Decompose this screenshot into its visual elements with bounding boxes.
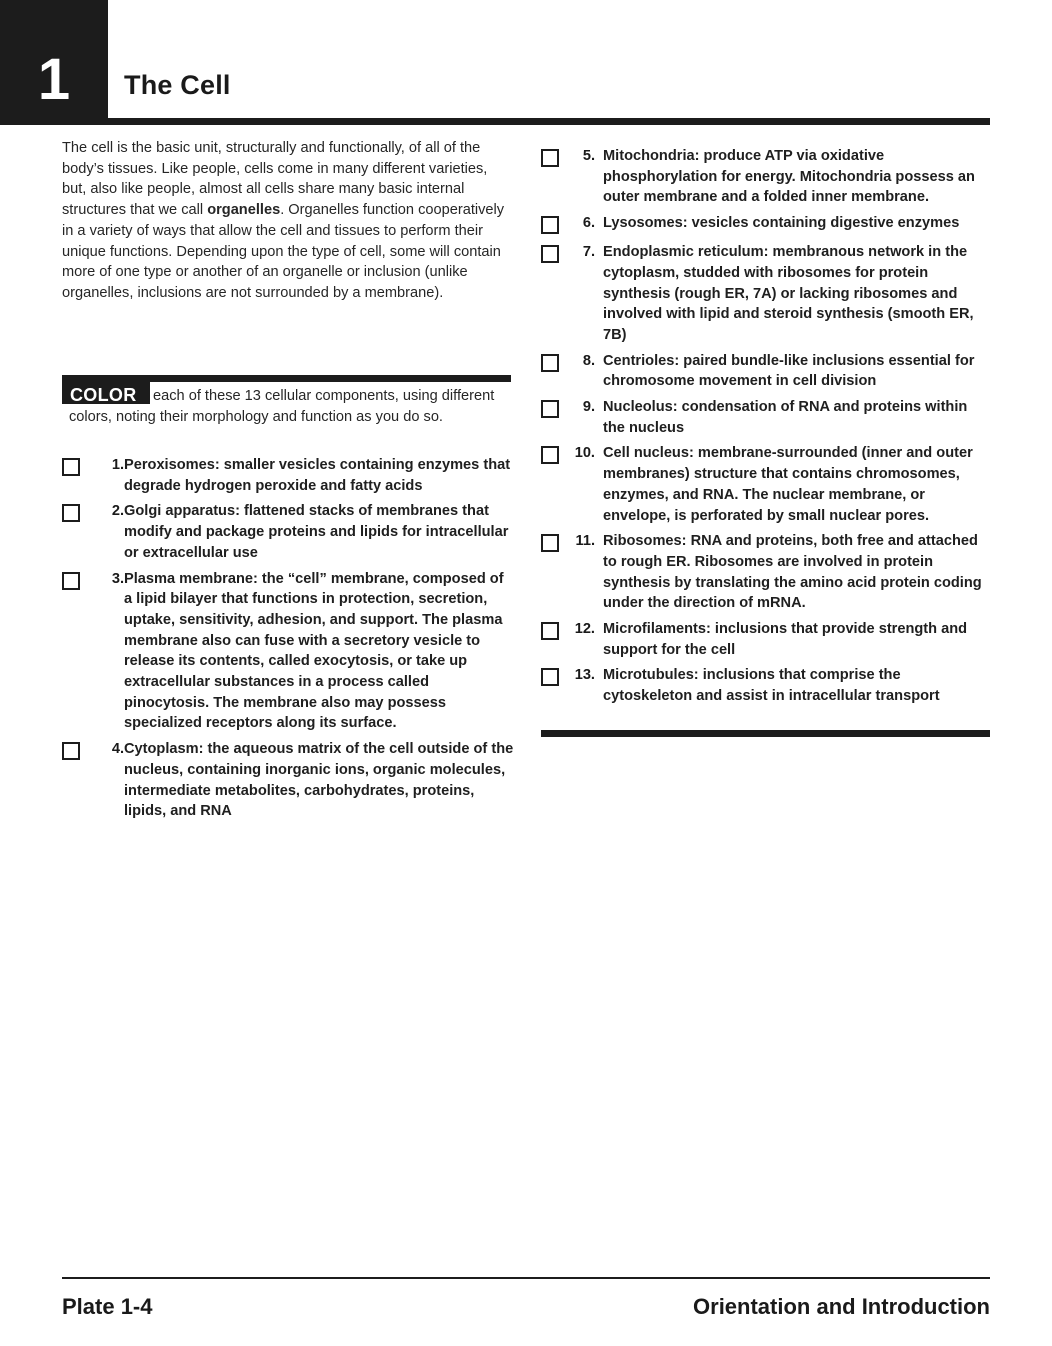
item-number: 2. (111, 503, 124, 520)
footer-section-label: Orientation and Introduction (693, 1294, 990, 1319)
list-item (541, 242, 993, 346)
item-number: 4. (111, 741, 124, 758)
item-number: 3. (111, 570, 124, 587)
color-instruction: each of these 13 cellular components, using different colors, noting their morphology and function as you do so. (69, 388, 495, 425)
plate-number-block (0, 0, 108, 125)
list-item (541, 397, 993, 438)
item-description: Endoplasmic reticulum: membranous network in the cytoplasm, studded with ribosomes for protein synthesis (rough ER, 7A) or lacking ribosomes and involved with lipid and steroid synthesis (smooth ER, 7B) (603, 244, 974, 343)
title-divider (108, 118, 990, 125)
list-item (541, 146, 993, 208)
item-description: Peroxisomes: smaller vesicles containing enzymes that degrade hydrogen peroxide and fatty acids (124, 457, 511, 494)
item-description: Cytoplasm: the aqueous matrix of the cell outside of the nucleus, containing inorganic ions, organic molecules, intermediate metabolites, carbohydrates, proteins, lipids, and RNA (124, 741, 514, 820)
item-number: 6. (582, 215, 595, 232)
intro-text-after: . Organelles function cooperatively in a variety of ways that allow the cell and tissues to perform their unique functions. Depending upon the type of cell, some will contain more of one type or another of an organelle or inclusion (unlike organelles, inclusions are not surrounded by a membrane). (62, 202, 505, 301)
list-end-divider (541, 730, 990, 737)
list-item (541, 351, 993, 392)
component-list-left (62, 455, 514, 827)
list-item (62, 739, 514, 822)
list-item (541, 213, 993, 237)
list-item (62, 569, 514, 735)
item-description: Cell nucleus: membrane-surrounded (inner and outer membranes) structure that contains chromosomes, enzymes, and RNA. The nuclear membrane, or envelope, is perforated by small nuclear pores. (603, 445, 973, 524)
list-item (541, 665, 993, 706)
footer-plate-label: Plate 1-4 (62, 1294, 153, 1319)
list-item (541, 443, 993, 526)
item-description: Microtubules: inclusions that comprise the cytoskeleton and assist in intracellular transport (603, 667, 940, 705)
list-item (62, 501, 514, 563)
item-number: 8. (582, 352, 595, 369)
color-section-divider (62, 375, 511, 382)
item-number: 9. (582, 399, 595, 416)
item-number: 11. (575, 533, 595, 550)
list-item (62, 455, 514, 496)
color-checkbox[interactable] (62, 572, 80, 590)
item-number: 5. (582, 148, 595, 164)
color-tag: COLOR (62, 382, 150, 404)
item-description: Ribosomes: RNA and proteins, both free and attached to rough ER. Ribosomes are involved in protein synthesis by translating the amino acid protein coding under the direction of mRNA. (603, 533, 982, 612)
item-description: Lysosomes: vesicles containing digestive enzymes (603, 215, 960, 232)
item-number: 13. (574, 667, 595, 684)
item-description: Nucleolus: condensation of RNA and proteins within the nucleus (603, 399, 968, 436)
item-number: 12. (574, 621, 595, 638)
page-title: The Cell (124, 70, 231, 100)
item-number: 10. (574, 445, 595, 462)
item-description: Centrioles: paired bundle-like inclusions essential for chromosome movement in cell division (603, 352, 975, 390)
component-list-right (541, 146, 993, 712)
item-description: Plasma membrane: the “cell” membrane, composed of a lipid bilayer that functions in protection, secretion, uptake, sensitivity, adhesion, and support. The plasma membrane also can fuse with a secretory vesicle to release its contents, called exocytosis, or take up extracellular substances in a process called pinocytosis. The membrane also may possess specialized receptors along its surface. (124, 570, 504, 732)
item-number: 1. (111, 457, 124, 473)
item-description: Mitochondria: produce ATP via oxidative phosphorylation for energy. Mitochondria possess an outer membrane and a folded inner membrane. (603, 148, 975, 206)
intro-text-before: The cell is the basic unit, structurally and functionally, of all of the body’s tissues. Like people, cells come in many different varieties, but, also like people, almost all cells share many basic internal structures that we call (62, 140, 488, 219)
item-description: Golgi apparatus: flattened stacks of membranes that modify and package proteins and lipids for intracellular or extracellular use (124, 503, 509, 561)
list-item (541, 619, 993, 660)
color-checkbox[interactable] (62, 458, 80, 476)
footer-divider (62, 1277, 990, 1279)
list-item (541, 531, 993, 614)
plate-number: 1 (37, 47, 71, 112)
intro-bold-term: organelles (207, 202, 281, 219)
color-checkbox[interactable] (62, 504, 80, 522)
item-description: Microfilaments: inclusions that provide strength and support for the cell (603, 621, 968, 658)
item-number: 7. (582, 244, 595, 261)
color-checkbox[interactable] (62, 742, 80, 760)
intro-paragraph (62, 138, 514, 304)
